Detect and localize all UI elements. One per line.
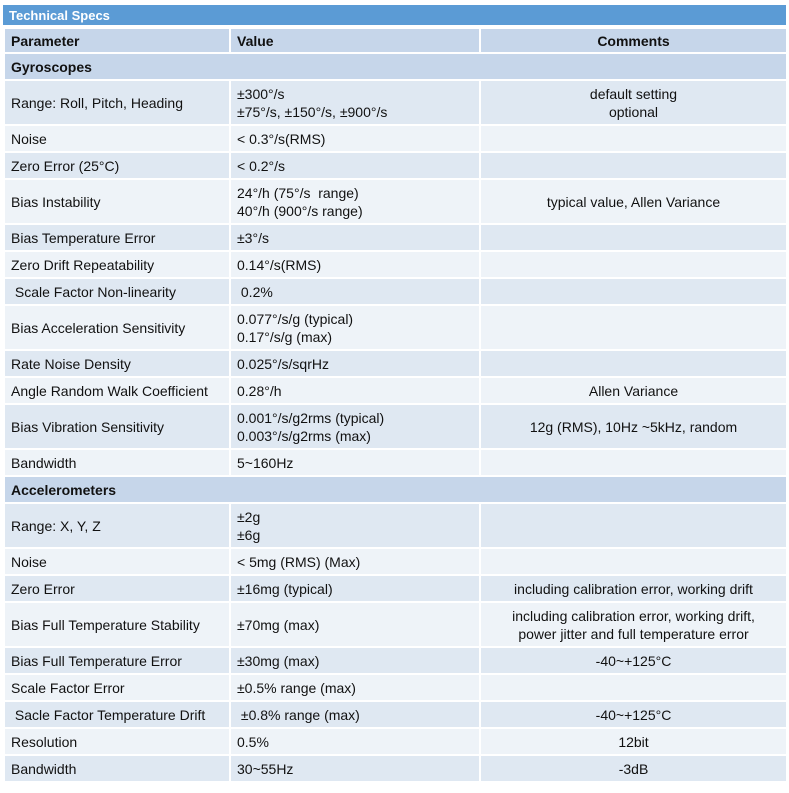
table-row bbox=[4, 728, 787, 755]
cell-comment bbox=[480, 305, 787, 350]
comment-line: -3dB bbox=[618, 760, 649, 777]
value-line: 30~55Hz bbox=[237, 760, 294, 777]
table-row bbox=[4, 449, 787, 476]
cell-comment bbox=[480, 647, 787, 674]
value-line: ±30mg (max) bbox=[237, 652, 320, 669]
cell-parameter: Noise bbox=[4, 548, 230, 575]
value-line: < 5mg (RMS) (Max) bbox=[237, 553, 361, 570]
cell-value bbox=[230, 125, 480, 152]
panel-title: Technical Specs bbox=[3, 5, 786, 27]
cell-comment bbox=[480, 350, 787, 377]
cell-comment bbox=[480, 152, 787, 179]
value-line: 0.2% bbox=[237, 283, 273, 300]
value-line: < 0.2°/s bbox=[237, 157, 286, 174]
value-line: ±16mg (typical) bbox=[237, 580, 333, 597]
cell-value bbox=[230, 224, 480, 251]
cell-comment bbox=[480, 377, 787, 404]
table-row bbox=[4, 224, 787, 251]
cell-value bbox=[230, 575, 480, 602]
cell-parameter: Bias Vibration Sensitivity bbox=[4, 404, 230, 449]
table-row bbox=[4, 179, 787, 224]
comment-line: -40~+125°C bbox=[595, 652, 672, 669]
cell-value bbox=[230, 701, 480, 728]
table-row bbox=[4, 404, 787, 449]
table-row bbox=[4, 548, 787, 575]
table-row bbox=[4, 80, 787, 125]
cell-comment bbox=[480, 755, 787, 782]
comment-line: power jitter and full temperature error bbox=[518, 625, 749, 642]
value-line: 24°/h (75°/s range) bbox=[237, 184, 359, 201]
cell-parameter: Range: X, Y, Z bbox=[4, 503, 230, 548]
cell-comment bbox=[480, 548, 787, 575]
cell-value bbox=[230, 647, 480, 674]
table-row bbox=[4, 152, 787, 179]
cell-parameter: Bias Acceleration Sensitivity bbox=[4, 305, 230, 350]
cell-value bbox=[230, 80, 480, 125]
value-line: < 0.3°/s(RMS) bbox=[237, 130, 326, 147]
section-title: Gyroscopes bbox=[4, 53, 787, 80]
cell-comment bbox=[480, 701, 787, 728]
table-row bbox=[4, 755, 787, 782]
value-line: ±6g bbox=[237, 526, 261, 543]
section-row bbox=[4, 476, 787, 503]
value-line: 40°/h (900°/s range) bbox=[237, 202, 363, 219]
cell-value bbox=[230, 404, 480, 449]
specs-body bbox=[4, 53, 787, 782]
cell-value bbox=[230, 602, 480, 647]
cell-comment bbox=[480, 224, 787, 251]
specs-panel bbox=[3, 5, 786, 783]
table-row bbox=[4, 602, 787, 647]
cell-parameter: Zero Error (25°C) bbox=[4, 152, 230, 179]
value-line: ±75°/s, ±150°/s, ±900°/s bbox=[237, 103, 388, 120]
comment-line: -40~+125°C bbox=[595, 706, 672, 723]
cell-parameter: Rate Noise Density bbox=[4, 350, 230, 377]
cell-comment bbox=[480, 575, 787, 602]
section-title: Accelerometers bbox=[4, 476, 787, 503]
cell-parameter: Zero Drift Repeatability bbox=[4, 251, 230, 278]
cell-value bbox=[230, 548, 480, 575]
comment-line: default setting bbox=[589, 85, 678, 102]
comment-line: 12bit bbox=[618, 733, 649, 750]
cell-parameter: Bandwidth bbox=[4, 449, 230, 476]
value-line: ±70mg (max) bbox=[237, 616, 320, 633]
cell-comment bbox=[480, 728, 787, 755]
value-line: ±0.5% range (max) bbox=[237, 679, 356, 696]
cell-value bbox=[230, 755, 480, 782]
cell-value bbox=[230, 350, 480, 377]
cell-value bbox=[230, 251, 480, 278]
cell-parameter: Bias Full Temperature Stability bbox=[4, 602, 230, 647]
table-row bbox=[4, 377, 787, 404]
section-row bbox=[4, 53, 787, 80]
comment-line: Allen Variance bbox=[588, 382, 679, 399]
table-row bbox=[4, 251, 787, 278]
cell-parameter: Angle Random Walk Coefficient bbox=[4, 377, 230, 404]
cell-parameter: Scale Factor Error bbox=[4, 674, 230, 701]
value-line: 0.077°/s/g (typical) bbox=[237, 310, 354, 327]
comment-line: typical value, Allen Variance bbox=[546, 193, 721, 210]
value-line: 5~160Hz bbox=[237, 454, 294, 471]
cell-value bbox=[230, 377, 480, 404]
table-row bbox=[4, 278, 787, 305]
table-row bbox=[4, 575, 787, 602]
table-row bbox=[4, 674, 787, 701]
cell-parameter: Range: Roll, Pitch, Heading bbox=[4, 80, 230, 125]
cell-comment bbox=[480, 125, 787, 152]
cell-comment bbox=[480, 251, 787, 278]
value-line: 0.17°/s/g (max) bbox=[237, 328, 333, 345]
cell-comment bbox=[480, 503, 787, 548]
header-comments: Comments bbox=[480, 28, 787, 53]
cell-comment bbox=[480, 404, 787, 449]
comment-line: including calibration error, working drift bbox=[514, 580, 753, 597]
table-row bbox=[4, 125, 787, 152]
value-line: 0.14°/s(RMS) bbox=[237, 256, 322, 273]
value-line: ±3°/s bbox=[237, 229, 269, 246]
value-line: 0.003°/s/g2rms (max) bbox=[237, 427, 371, 444]
cell-value bbox=[230, 449, 480, 476]
value-line: 0.001°/s/g2rms (typical) bbox=[237, 409, 385, 426]
table-row bbox=[4, 350, 787, 377]
cell-comment bbox=[480, 179, 787, 224]
cell-parameter: Noise bbox=[4, 125, 230, 152]
cell-value bbox=[230, 728, 480, 755]
table-row bbox=[4, 503, 787, 548]
comment-line: 12g (RMS), 10Hz ~5kHz, random bbox=[529, 418, 738, 435]
value-line: 0.28°/h bbox=[237, 382, 282, 399]
comment-line: optional bbox=[608, 103, 659, 120]
value-line: ±300°/s bbox=[237, 85, 285, 102]
table-row bbox=[4, 647, 787, 674]
cell-parameter: Resolution bbox=[4, 728, 230, 755]
cell-comment bbox=[480, 278, 787, 305]
table-row bbox=[4, 305, 787, 350]
cell-comment bbox=[480, 602, 787, 647]
cell-parameter: Scale Factor Non-linearity bbox=[4, 278, 230, 305]
cell-value bbox=[230, 305, 480, 350]
table-row bbox=[4, 701, 787, 728]
header-parameter: Parameter bbox=[4, 28, 230, 53]
value-line: ±2g bbox=[237, 508, 261, 525]
specs-table bbox=[3, 27, 788, 783]
value-line: ±0.8% range (max) bbox=[237, 706, 360, 723]
cell-parameter: Bias Temperature Error bbox=[4, 224, 230, 251]
cell-value bbox=[230, 278, 480, 305]
cell-comment bbox=[480, 80, 787, 125]
cell-value bbox=[230, 152, 480, 179]
cell-parameter: Bias Full Temperature Error bbox=[4, 647, 230, 674]
header-row bbox=[4, 28, 787, 53]
cell-parameter: Bandwidth bbox=[4, 755, 230, 782]
comment-line: including calibration error, working drift, bbox=[512, 607, 755, 624]
value-line: 0.5% bbox=[237, 733, 269, 750]
cell-parameter: Sacle Factor Temperature Drift bbox=[4, 701, 230, 728]
value-line: 0.025°/s/sqrHz bbox=[237, 355, 329, 372]
header-value: Value bbox=[230, 28, 480, 53]
cell-comment bbox=[480, 674, 787, 701]
cell-value bbox=[230, 503, 480, 548]
cell-value bbox=[230, 674, 480, 701]
cell-value bbox=[230, 179, 480, 224]
cell-parameter: Zero Error bbox=[4, 575, 230, 602]
cell-comment bbox=[480, 449, 787, 476]
cell-parameter: Bias Instability bbox=[4, 179, 230, 224]
